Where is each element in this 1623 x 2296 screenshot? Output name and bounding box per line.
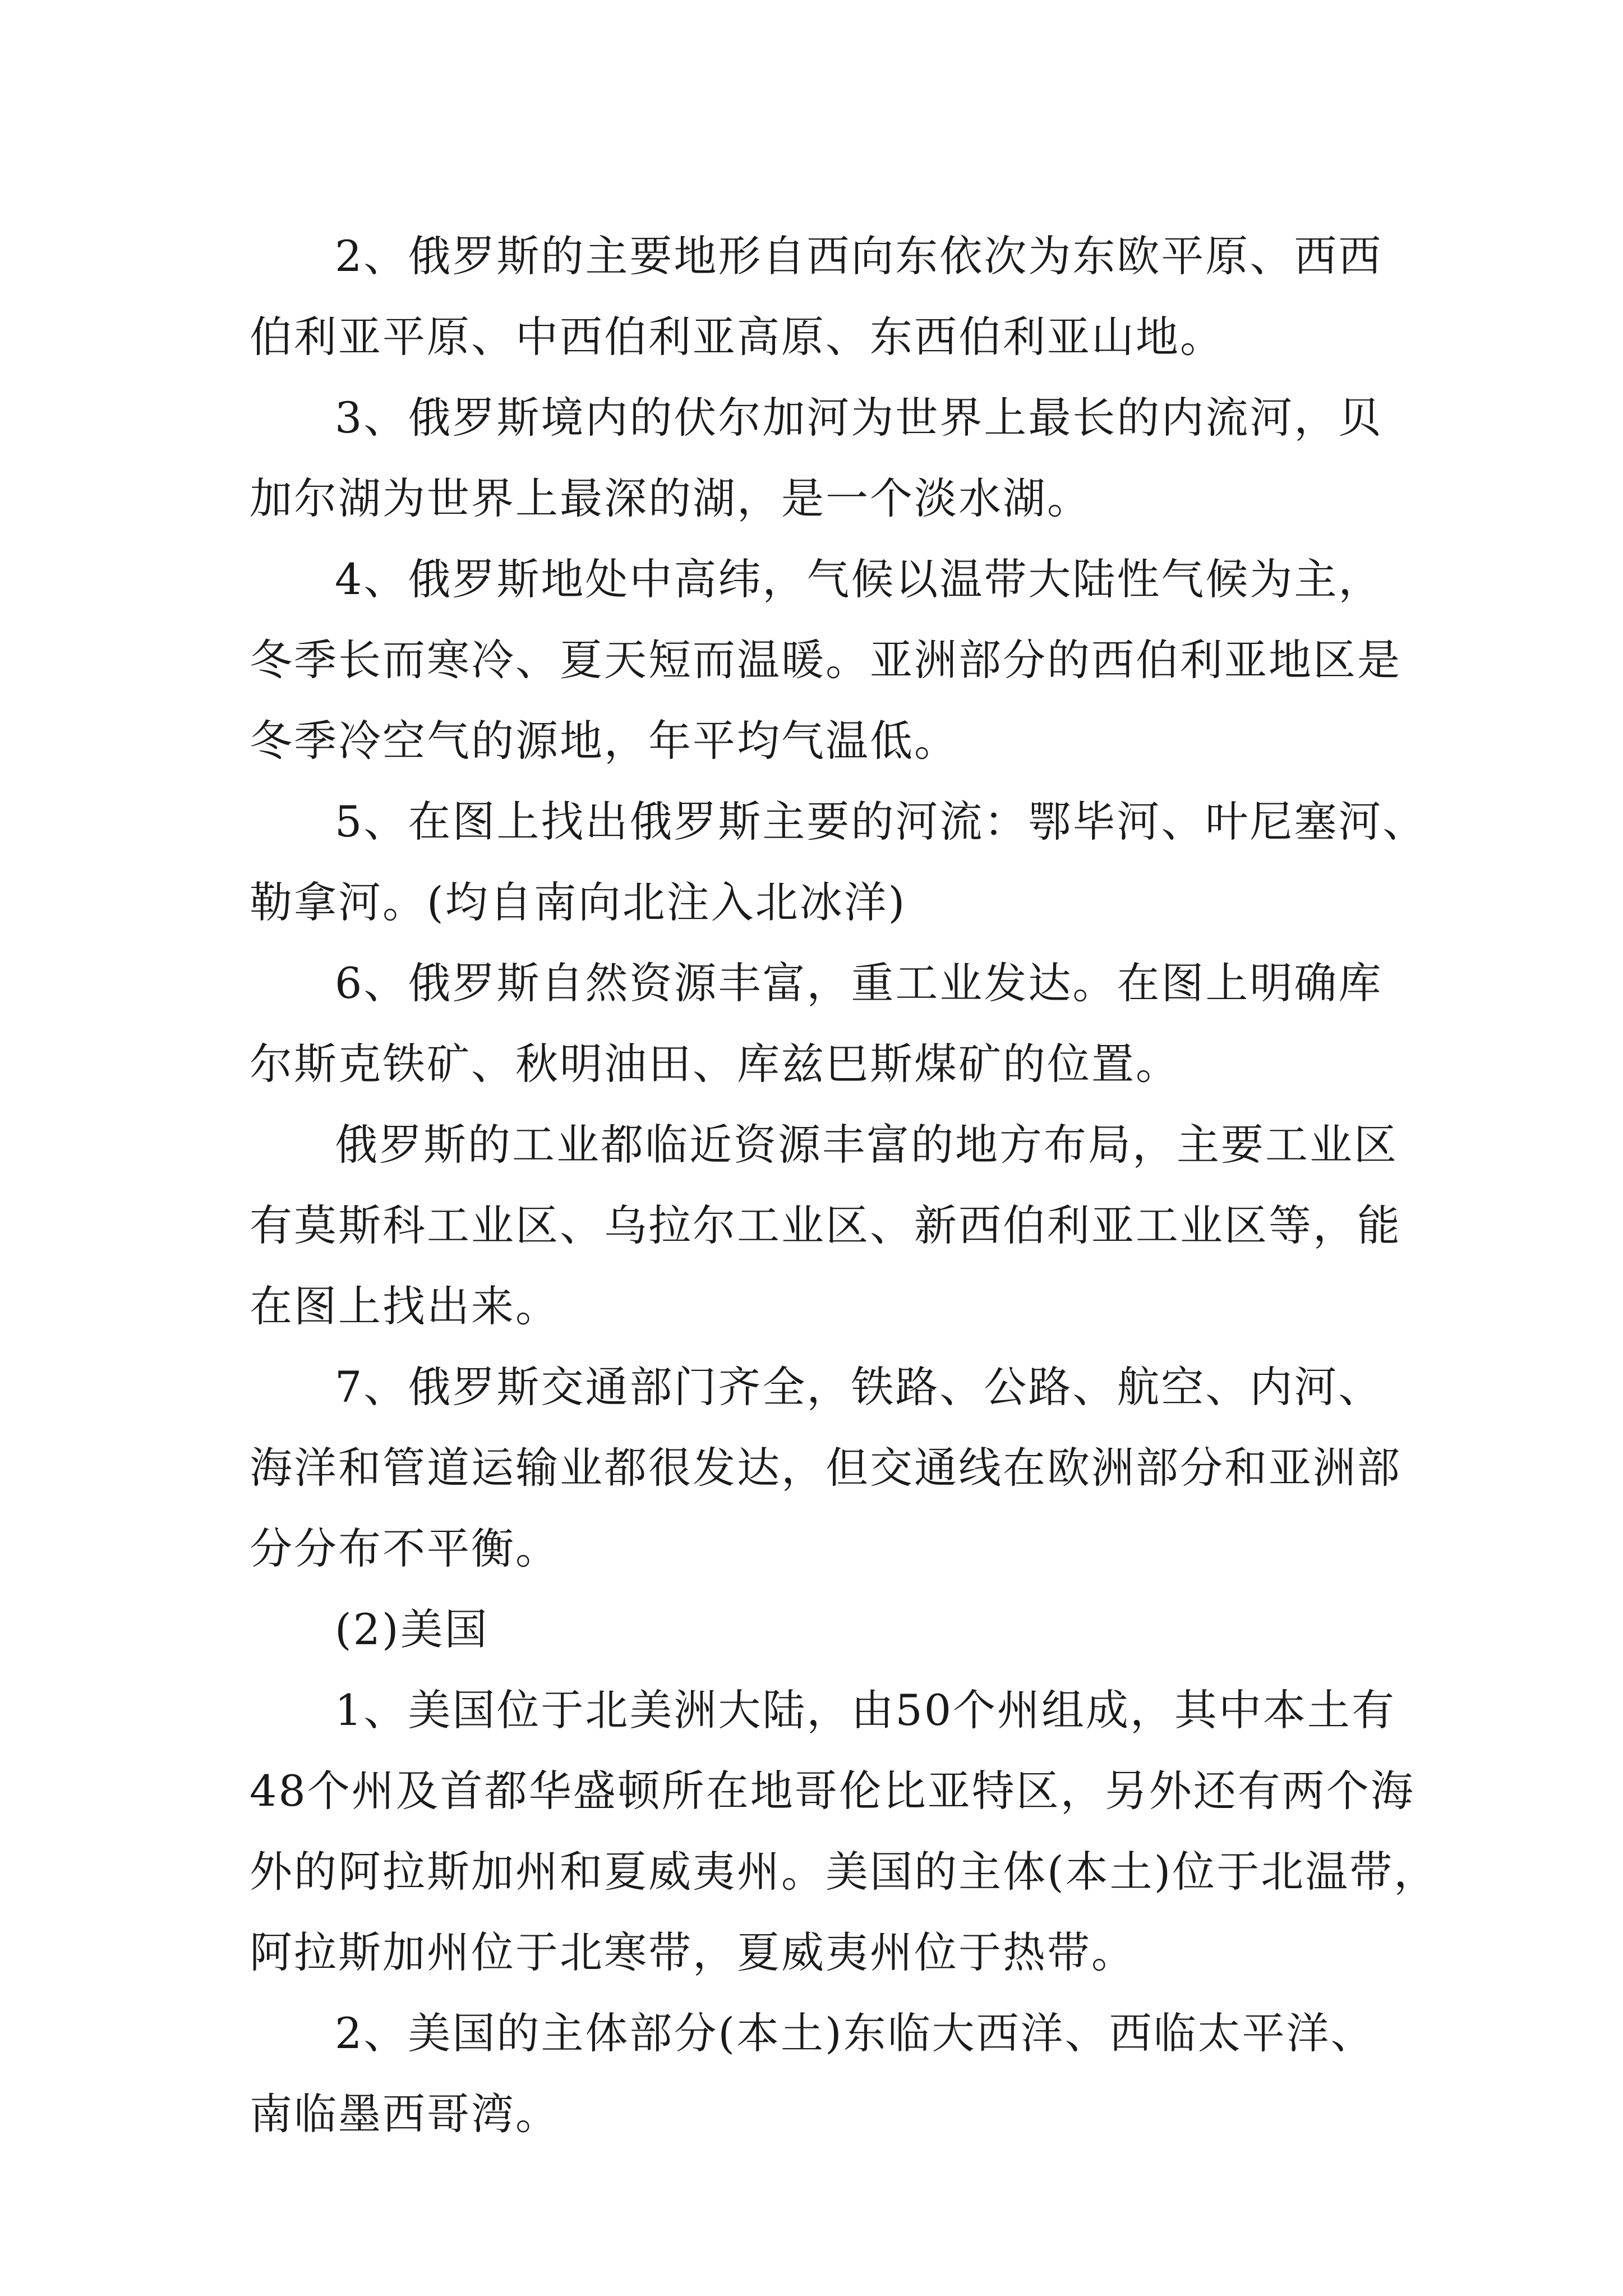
paragraph-russia-climate xyxy=(250,539,1401,781)
text-line: 1、美国位于北美洲大陆，由50个州组成，其中本土有 xyxy=(335,1685,1396,1735)
paragraph-russia-resources xyxy=(250,943,1394,1105)
document-body xyxy=(250,216,1438,2155)
text-line: 冬季长而寒冷、夏天短而温暖。亚洲部分的西伯利亚地区是 xyxy=(250,635,1401,685)
text-line: 外的阿拉斯加州和夏威夷州。美国的主体(本土)位于北温带， xyxy=(250,1847,1438,1897)
paragraph-russia-rivers xyxy=(250,781,1427,943)
section-heading-usa xyxy=(250,1589,1394,1670)
text-line: 48个州及首都华盛顿所在地哥伦比亚特区，另外还有两个海 xyxy=(250,1766,1415,1816)
paragraph-russia-volga-baikal xyxy=(250,378,1394,539)
text-line: 2、美国的主体部分(本土)东临大西洋、西临太平洋、 xyxy=(335,2008,1375,2058)
text-line: 尔斯克铁矿、秋明油田、库兹巴斯煤矿的位置。 xyxy=(250,1039,1180,1089)
text-line: 2、俄罗斯的主要地形自西向东依次为东欧平原、西西 xyxy=(335,231,1383,281)
text-line: 俄罗斯的工业都临近资源丰富的地方布局，主要工业区 xyxy=(335,1120,1398,1170)
text-line: 海洋和管道运输业都很发达，但交通线在欧洲部分和亚洲部 xyxy=(250,1443,1401,1493)
text-line: 有莫斯科工业区、乌拉尔工业区、新西伯利亚工业区等，能 xyxy=(250,1200,1401,1250)
paragraph-usa-location xyxy=(250,1670,1438,1993)
paragraph-russia-terrain xyxy=(250,216,1394,378)
text-line: 3、俄罗斯境内的伏尔加河为世界上最长的内流河，贝 xyxy=(335,393,1383,443)
text-line: 5、在图上找出俄罗斯主要的河流：鄂毕河、叶尼塞河、 xyxy=(335,797,1427,846)
text-line: 在图上找出来。 xyxy=(250,1281,560,1331)
text-line: 冬季冷空气的源地，年平均气温低。 xyxy=(250,716,958,766)
text-line: 7、俄罗斯交通部门齐全，铁路、公路、航空、内河、 xyxy=(335,1362,1383,1412)
heading-line: (2)美国 xyxy=(335,1604,489,1654)
paragraph-russia-transport xyxy=(250,1347,1401,1589)
text-line: 4、俄罗斯地处中高纬，气候以温带大陆性气候为主， xyxy=(335,554,1383,604)
text-line: 阿拉斯加州位于北寒带，夏威夷州位于热带。 xyxy=(250,1927,1136,1977)
text-line: 勒拿河。(均自南向北注入北冰洋) xyxy=(250,877,907,927)
text-line: 分分布不平衡。 xyxy=(250,1524,560,1573)
text-line: 南临墨西哥湾。 xyxy=(250,2089,560,2139)
paragraph-usa-borders xyxy=(250,1993,1394,2155)
text-line: 6、俄罗斯自然资源丰富，重工业发达。在图上明确库 xyxy=(335,958,1383,1008)
paragraph-russia-industry xyxy=(250,1105,1401,1347)
text-line: 伯利亚平原、中西伯利亚高原、东西伯利亚山地。 xyxy=(250,312,1224,362)
text-line: 加尔湖为世界上最深的湖，是一个淡水湖。 xyxy=(250,473,1091,523)
